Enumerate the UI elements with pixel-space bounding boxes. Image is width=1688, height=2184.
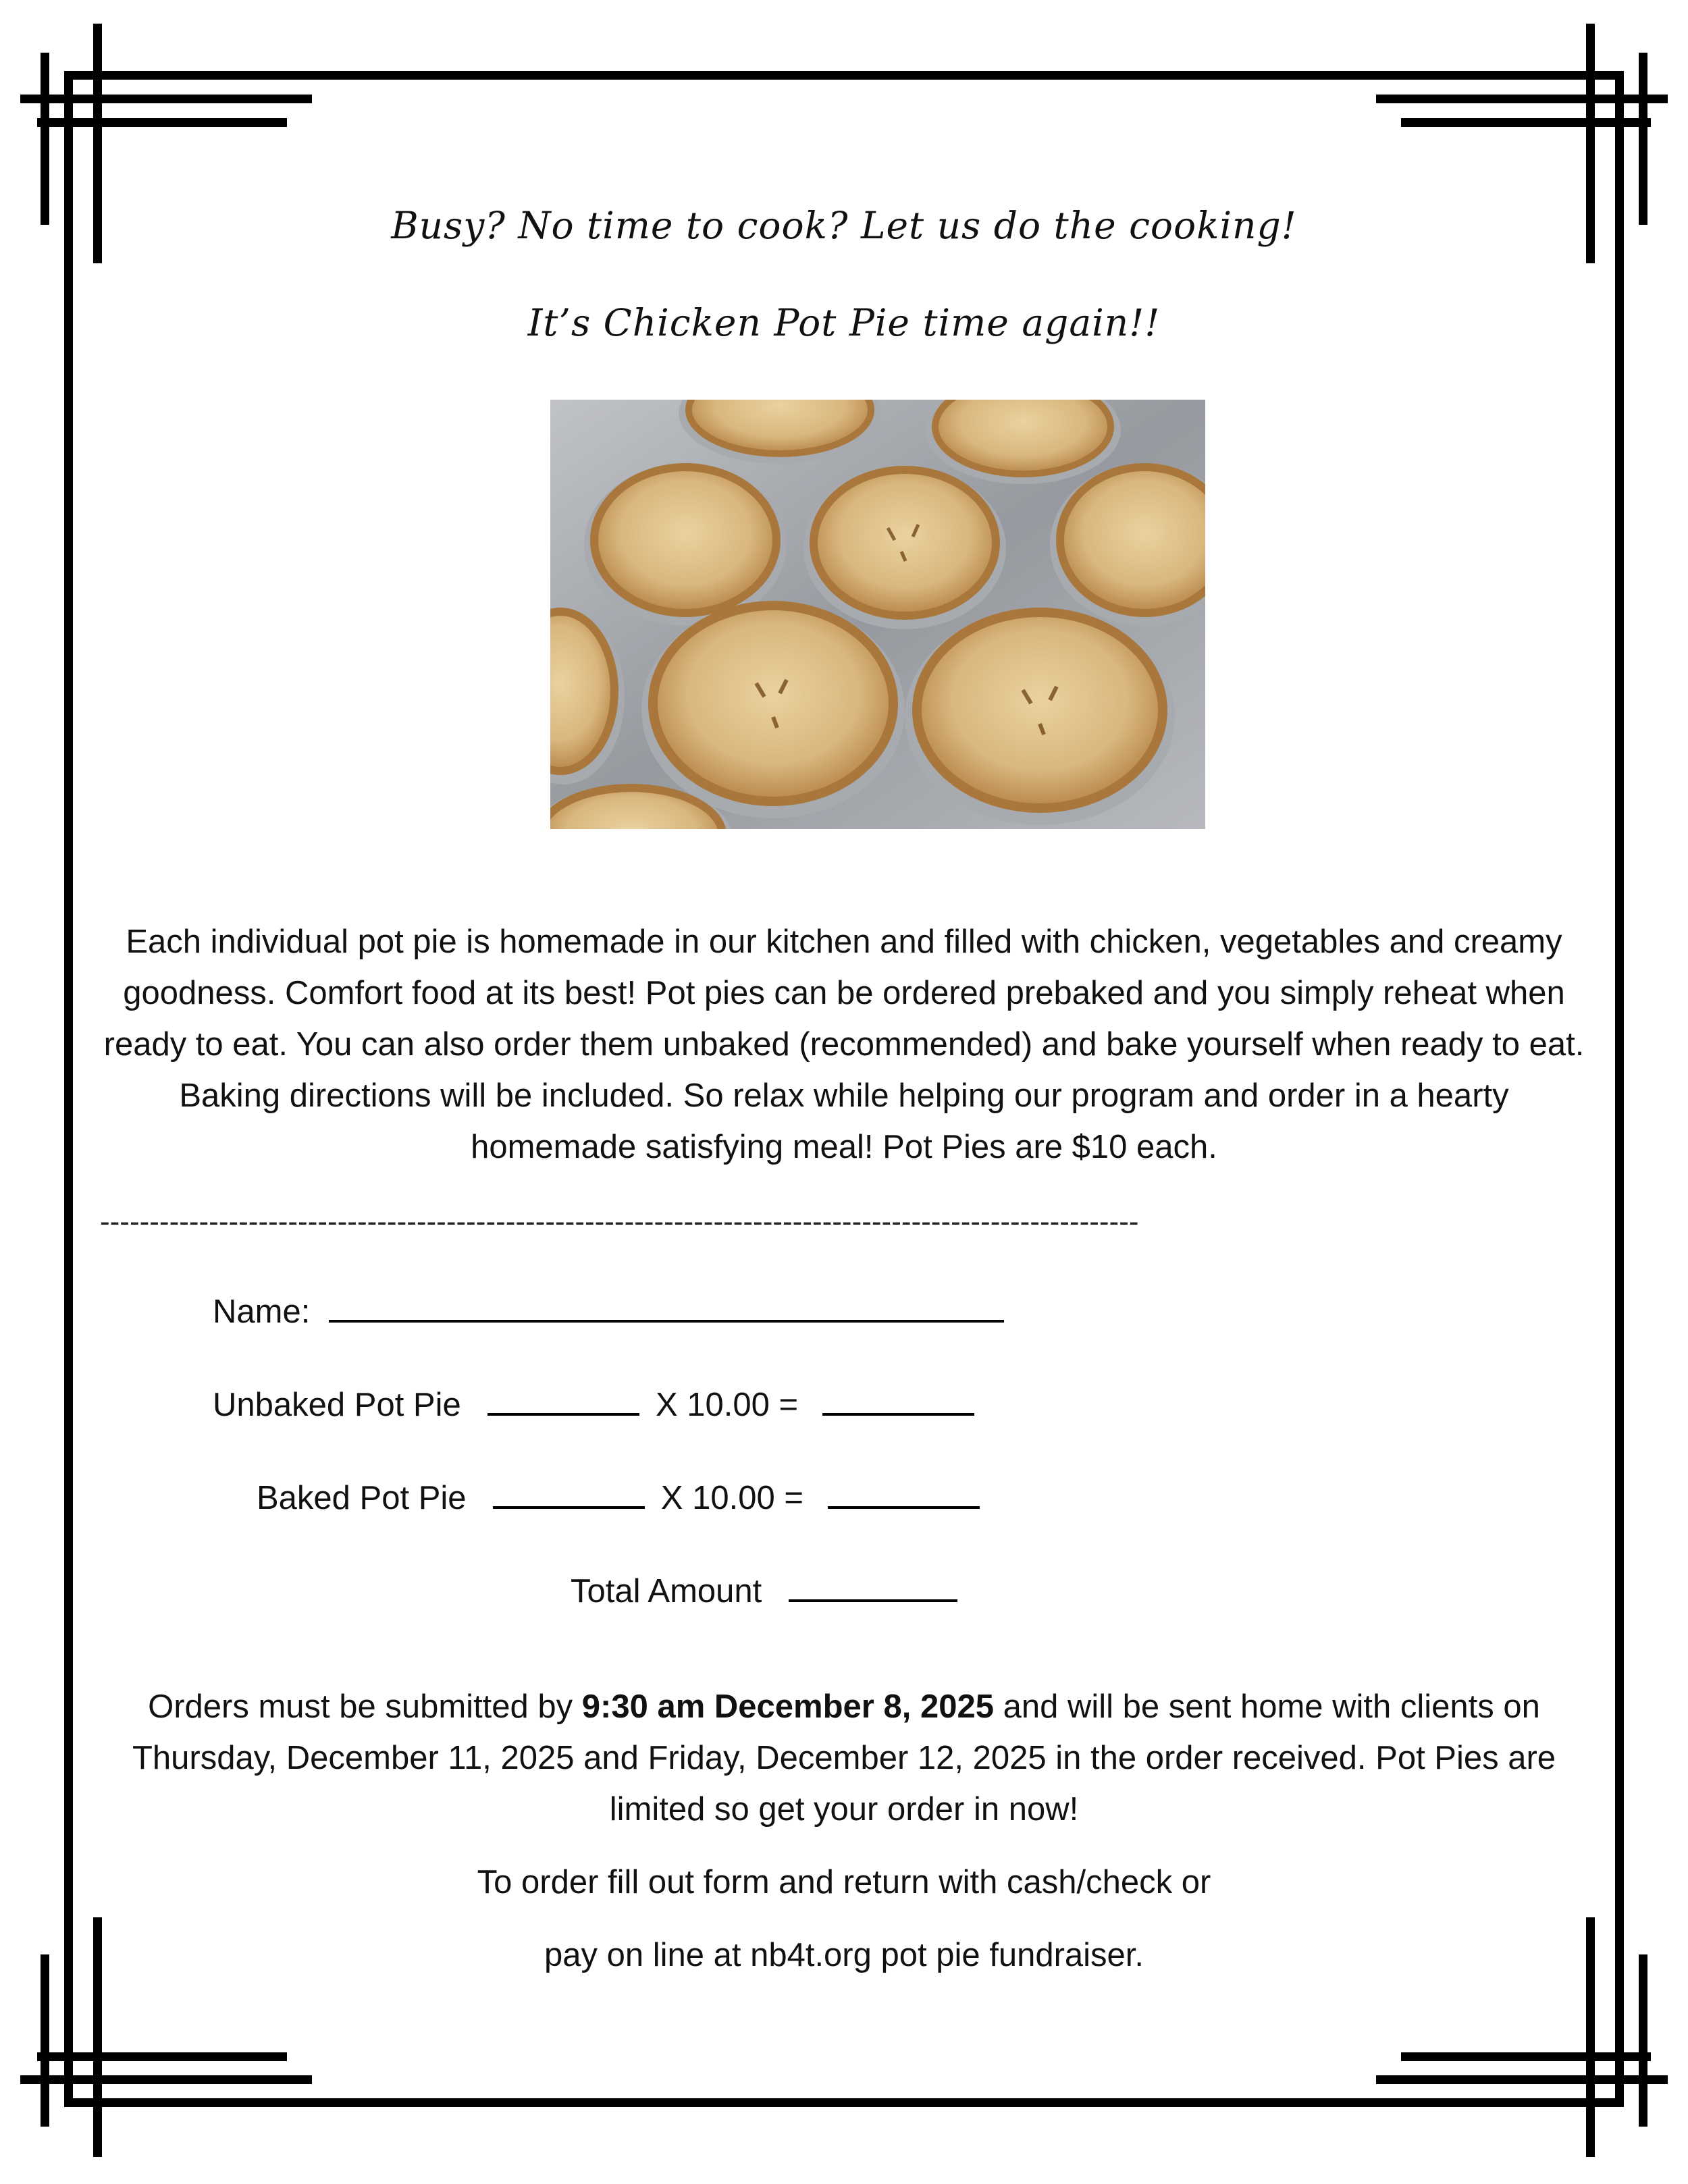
unbaked-subtotal-line[interactable] xyxy=(822,1386,974,1416)
corner-accent xyxy=(20,95,312,103)
name-input-line[interactable] xyxy=(329,1293,1004,1323)
unbaked-quantity-line[interactable] xyxy=(487,1386,639,1416)
border-left xyxy=(64,71,73,2107)
baked-row xyxy=(257,1479,980,1517)
instructions-line-2: pay on line at nb4t.org pot pie fundraiser. xyxy=(544,1937,1144,1973)
border-top xyxy=(64,71,1624,80)
corner-accent xyxy=(1401,118,1651,127)
description-paragraph: Each individual pot pie is homemade in our kitchen and filled with chicken, vegetables and creamy goodness. Comfort food at its best! Pot pies can be ordered prebaked and you simply reheat when ready to eat. You can also order them unbaked (recommended) and bake yourself when ready to eat. Baking directions will be included. So relax while helping our program and order in a hearty homemade satisfying meal! Pot Pies are $10 each. xyxy=(103,924,1585,1165)
instructions-line-1: To order fill out form and return with cash/check or xyxy=(477,1864,1211,1900)
corner-accent xyxy=(1376,2075,1668,2084)
border-bottom xyxy=(64,2098,1624,2107)
deadline-prefix: Orders must be submitted by xyxy=(148,1688,582,1725)
deadline-paragraph xyxy=(95,1681,1593,1835)
total-amount-line[interactable] xyxy=(789,1572,957,1602)
unbaked-label: Unbaked Pot Pie xyxy=(213,1387,461,1423)
total-row xyxy=(571,1572,957,1610)
corner-accent xyxy=(1401,2052,1651,2061)
corner-accent xyxy=(41,53,49,225)
corner-accent xyxy=(37,118,287,127)
corner-accent xyxy=(1376,95,1668,103)
name-label: Name: xyxy=(213,1294,311,1330)
unbaked-multiplier: X 10.00 = xyxy=(656,1387,799,1423)
pot-pies-photo xyxy=(550,400,1205,829)
headline-line-2: It’s Chicken Pot Pie time again!! xyxy=(527,301,1161,344)
corner-accent xyxy=(37,2052,287,2061)
baked-quantity-line[interactable] xyxy=(493,1479,645,1509)
total-label: Total Amount xyxy=(571,1573,762,1609)
baked-label: Baked Pot Pie xyxy=(257,1480,467,1516)
corner-accent xyxy=(41,1954,49,2127)
border-right xyxy=(1615,71,1624,2107)
corner-accent xyxy=(1639,53,1647,225)
deadline-date: 9:30 am December 8, 2025 xyxy=(581,1688,994,1725)
name-row xyxy=(213,1293,1004,1331)
baked-subtotal-line[interactable] xyxy=(828,1479,980,1509)
corner-accent xyxy=(20,2075,312,2084)
unbaked-row xyxy=(213,1386,974,1424)
headline-line-1: Busy? No time to cook? Let us do the cooking! xyxy=(391,204,1297,247)
baked-multiplier: X 10.00 = xyxy=(660,1480,803,1516)
deadline-suffix: and will be sent home with clients on Thursday, December 11, 2025 and Friday, December 12, 2025 in the order received. Pot Pies are limited so get your order in now! xyxy=(132,1688,1556,1828)
cut-line-separator: --------------------------------------------------------------------------------------------------------- xyxy=(100,1205,1139,1238)
corner-accent xyxy=(1639,1954,1647,2127)
